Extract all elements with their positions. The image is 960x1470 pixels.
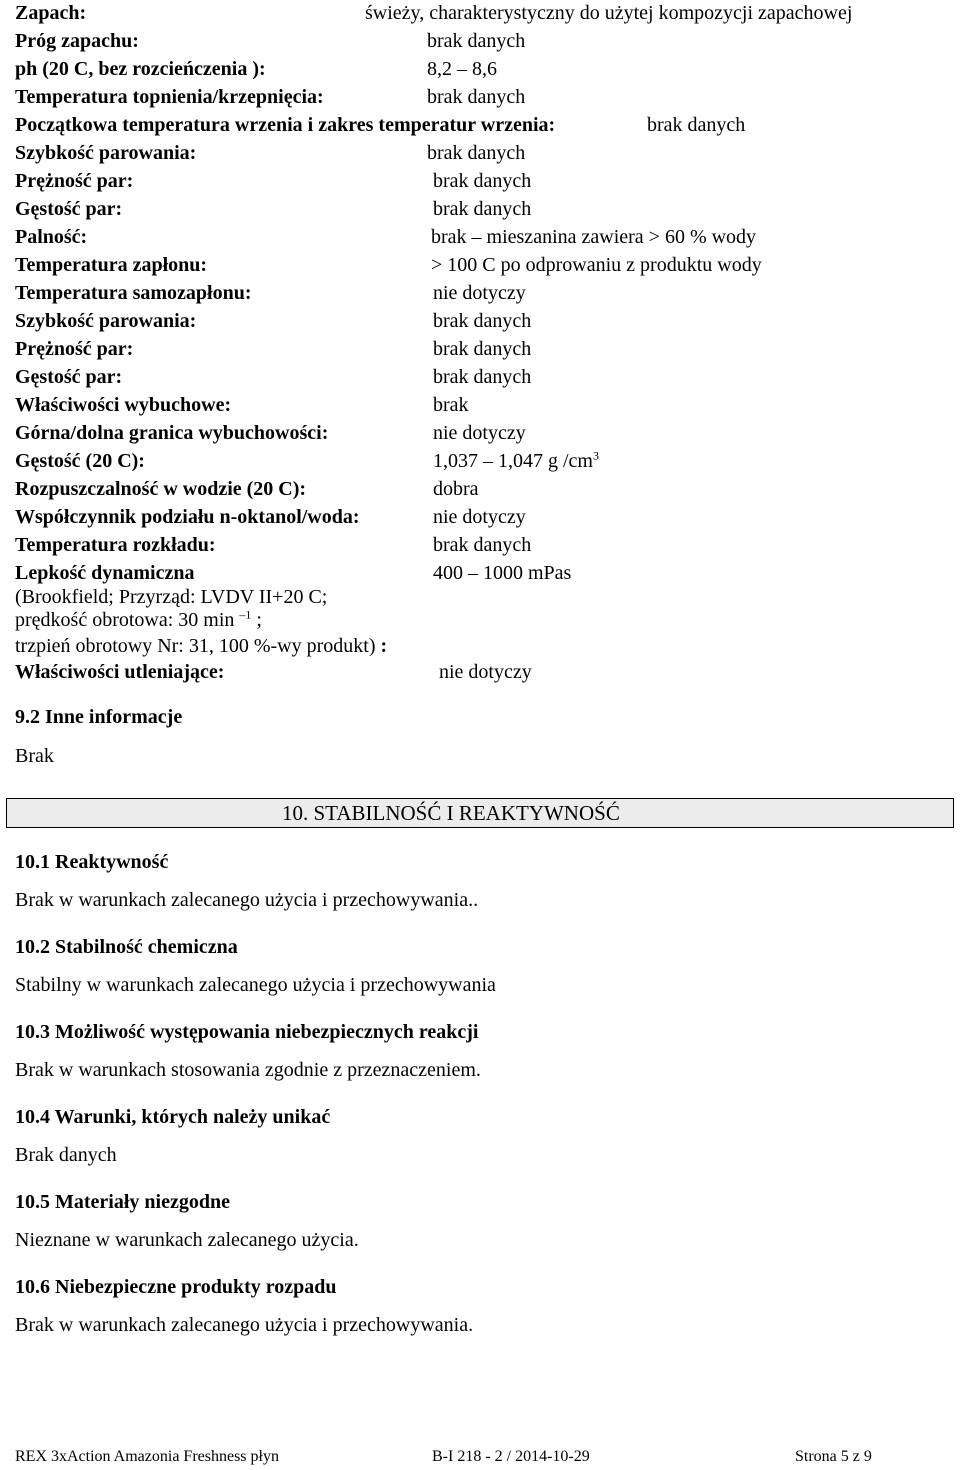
property-value: brak danych (433, 198, 532, 220)
section-text: Brak (15, 745, 54, 767)
property-value: brak danych (427, 86, 526, 108)
property-label: Gęstość par: (15, 198, 123, 220)
property-value: brak danych (427, 30, 526, 52)
property-label: Próg zapachu: (15, 30, 139, 52)
property-label: ph (20 C, bez rozcieńczenia ): (15, 58, 266, 80)
property-value: brak danych (427, 142, 526, 164)
property-label: Prężność par: (15, 338, 134, 360)
section-text: Stabilny w warunkach zalecanego użycia i przechowywania (15, 974, 496, 996)
property-value: nie dotyczy (433, 506, 526, 528)
property-label: Prężność par: (15, 170, 134, 192)
property-label: Temperatura samozapłonu: (15, 282, 252, 304)
property-value: brak danych (433, 534, 532, 556)
property-value: brak danych (433, 366, 532, 388)
viscosity-note-line-1: (Brookfield; Przyrząd: LVDV II+20 C; (15, 586, 328, 608)
property-value: brak danych (647, 114, 746, 136)
property-value: 1,037 – 1,047 g $/cm^3$ (433, 448, 599, 472)
property-label: Współczynnik podziału n-oktanol/woda: (15, 506, 360, 528)
section-text: Nieznane w warunkach zalecanego użycia. (15, 1229, 359, 1251)
property-label: Właściwości wybuchowe: (15, 394, 232, 416)
section-heading: 9.2 Inne informacje (15, 706, 183, 728)
property-value: nie dotyczy (433, 422, 526, 444)
property-label: Temperatura topnienia/krzepnięcia: (15, 86, 324, 108)
viscosity-note-line-3: trzpień obrotowy Nr: 31, 100 %-wy produkt) : (15, 635, 388, 657)
footer-code: B-I 218 - 2 / 2014-10-29 (432, 1448, 590, 1465)
property-value: brak danych (433, 338, 532, 360)
property-label: Gęstość (20 C): (15, 450, 145, 472)
property-value: 8,2 – 8,6 (427, 58, 497, 80)
section-banner-title: 10. STABILNOŚĆ I REAKTYWNOŚĆ (282, 801, 620, 825)
property-label: Rozpuszczalność w wodzie (20 C): (15, 478, 307, 500)
section-text: Brak w warunkach zalecanego użycia i przechowywania. (15, 1314, 474, 1336)
property-label: Górna/dolna granica wybuchowości: (15, 422, 329, 444)
viscosity-note-line-2: prędkość obrotowa: 30 min $^{-1}$ ; (15, 607, 262, 631)
property-value: nie dotyczy (439, 661, 532, 683)
property-value: 400 – 1000 mPas (433, 562, 572, 584)
property-value: brak (433, 394, 469, 416)
section-heading: 10.2 Stabilność chemiczna (15, 936, 238, 958)
section-heading: 10.5 Materiały niezgodne (15, 1191, 230, 1213)
section-text: Brak w warunkach stosowania zgodnie z przeznaczeniem. (15, 1059, 481, 1081)
property-label: Gęstość par: (15, 366, 123, 388)
property-value: brak – mieszanina zawiera > 60 % wody (431, 226, 757, 248)
property-value: nie dotyczy (433, 282, 526, 304)
property-label: Właściwości utleniające: (15, 661, 225, 683)
footer-product: REX 3xAction Amazonia Freshness płyn (15, 1448, 279, 1465)
footer-page: Strona 5 z 9 (795, 1448, 872, 1465)
property-label: Temperatura zapłonu: (15, 254, 208, 276)
section-heading: 10.4 Warunki, których należy unikać (15, 1106, 331, 1128)
section-heading: 10.3 Możliwość występowania niebezpiecznych reakcji (15, 1021, 479, 1043)
property-label: Szybkość parowania: (15, 310, 197, 332)
section-text: Brak danych (15, 1144, 117, 1166)
property-label: Początkowa temperatura wrzenia i zakres temperatur wrzenia: (15, 114, 556, 136)
section-heading: 10.1 Reaktywność (15, 851, 169, 873)
section-heading: 10.6 Niebezpieczne produkty rozpadu (15, 1276, 337, 1298)
property-value: brak danych (433, 310, 532, 332)
property-label: Zapach: (15, 2, 87, 24)
section-banner (6, 798, 954, 828)
property-value: brak danych (433, 170, 532, 192)
property-label: Palność: (15, 226, 88, 248)
property-label: Temperatura rozkładu: (15, 534, 216, 556)
property-value: > 100 C po odprowaniu z produktu wody (431, 254, 762, 276)
property-label: Lepkość dynamiczna (15, 562, 195, 584)
property-label: Szybkość parowania: (15, 142, 197, 164)
property-value: świeży, charakterystyczny do użytej kompozycji zapachowej (365, 2, 853, 24)
section-text: Brak w warunkach zalecanego użycia i przechowywania.. (15, 889, 479, 911)
property-value: dobra (433, 478, 479, 500)
